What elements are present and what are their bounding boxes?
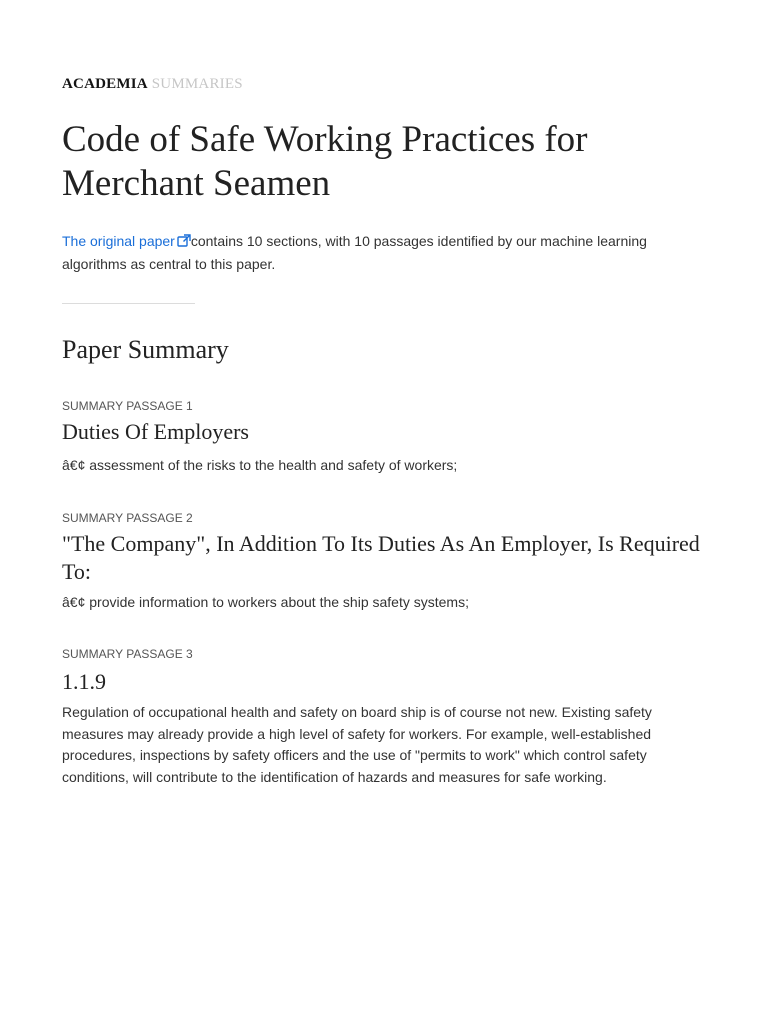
- passage-1-text: â€¢ assessment of the risks to the health and safety of workers;: [62, 457, 458, 473]
- passage-2-heading: "The Company", In Addition To Its Duties As An Employer, Is Required To:: [62, 531, 700, 584]
- section-divider: [62, 303, 195, 304]
- page-title: Code of Safe Working Practices for Merchant Seamen: [62, 119, 588, 204]
- original-paper-link[interactable]: [62, 233, 191, 249]
- passage-2-text: â€¢ provide information to workers about the ship safety systems;: [62, 594, 469, 610]
- passage-3-label: SUMMARY PASSAGE 3: [62, 647, 193, 661]
- intro-paragraph: [62, 230, 702, 275]
- passage-2-label: SUMMARY PASSAGE 2: [62, 511, 193, 525]
- passage-3-text: Regulation of occupational health and safety on board ship is of course not new. Existing safety measures may already provide a high level of safety for workers. For example, well-established procedures, inspections by safety officers and the use of "permits to work" which control safety conditions, will contribute to the identification of hazards and measures for safe working.: [62, 704, 652, 785]
- passage-1-label: SUMMARY PASSAGE 1: [62, 399, 193, 413]
- original-paper-link-label: The original paper: [62, 233, 175, 249]
- paper-summary-heading: Paper Summary: [62, 335, 229, 364]
- logo-secondary-text: SUMMARIES: [151, 76, 243, 92]
- passage-3-heading: 1.1.9: [62, 669, 106, 694]
- passage-1-heading: Duties Of Employers: [62, 419, 249, 444]
- intro-text: contains 10 sections, with 10 passages identified by our machine learning algorithms as central to this paper.: [62, 233, 647, 272]
- site-logo[interactable]: [62, 76, 243, 93]
- logo-primary-text: ACADEMIA: [62, 76, 148, 92]
- external-link-icon: [177, 231, 191, 253]
